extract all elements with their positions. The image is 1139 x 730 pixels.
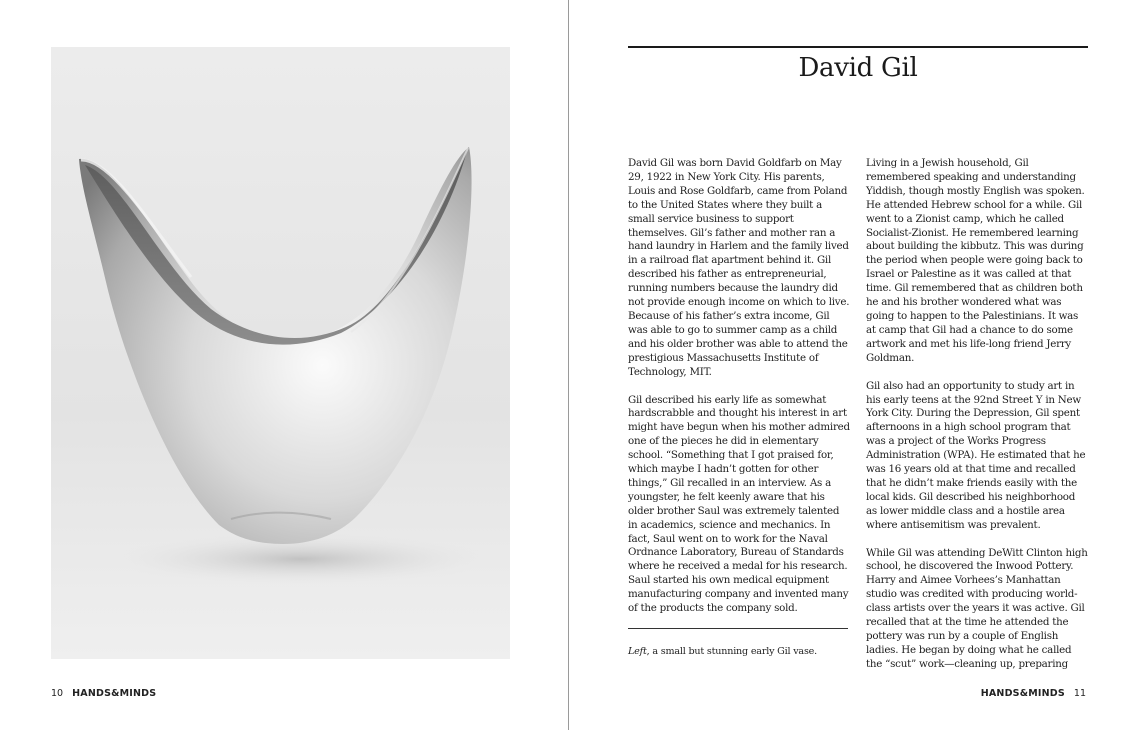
paragraph: Living in a Jewish household, Gil remembered speaking and understanding Yiddish, though mostly English was spoken. He attended Hebrew school for a while. Gil went to a Zionist camp, which he called Socialist-Zionist. He remembered learning about building the kibbutz. This was during the period when people were going back to Israel or Palestine as it was called at that time. Gil remembered that as children both he and his brother wondered what was going to happen to the Palestinians. It was at camp that Gil had a chance to do some artwork and met his life-long friend Jerry Goldman.: [866, 157, 1085, 364]
text-column-1: [628, 157, 850, 630]
magazine-name: HANDS&MINDS: [980, 688, 1065, 699]
page-number: 11: [1073, 688, 1086, 699]
page-number: 10: [51, 688, 64, 699]
text-column-2: [866, 157, 1088, 686]
caption-lead: Left: [628, 646, 647, 657]
right-page: [569, 0, 1139, 730]
paragraph: Gil described his early life as somewhat hardscrabble and thought his interest in art might have begun when his mother admired one of the pieces he did in elementary school. “Something that I got praised for, which maybe I hadn’t gotten for other things,” Gil recalled in an interview. As a youngster, he felt keenly aware that his older brother Saul was extremely talented in academics, science and mechanics. In fact, Saul went on to work for the Naval Ordnance Laboratory, Bureau of Standards where he received a medal for his research. Saul started his own medical equipment manufacturing company and invented many of the products the company sold.: [628, 393, 850, 615]
magazine-name: HANDS&MINDS: [72, 688, 157, 699]
paragraph: Gil also had an opportunity to study art in his early teens at the 92nd Street Y in New York City. During the Depression, Gil spent afternoons in a high school program that was a project of the Works Progress Administration (WPA). He estimated that he was 16 years old at that time and recalled that he didn’t make friends easily with the local kids. Gil described his neighborhood as lower middle class and a hostile area where antisemitism was prevalent.: [866, 379, 1086, 531]
paragraph: While Gil was attending DeWitt Clinton high school, he discovered the Inwood Pottery. Harry and Aimee Vorhees’s Manhattan studio was credited with producing world-class artists over the years it was active. Gil recalled that at the time he attended the pottery was run by a couple of English ladies. He began by doing what he called the “scut” work—cleaning up, preparing: [866, 546, 1088, 670]
title-rule: [628, 46, 1088, 48]
caption-text: , a small but stunning early Gil vase.: [646, 646, 817, 657]
paragraph: David Gil was born David Goldfarb on May 29, 1922 in New York City. His parents, Louis and Rose Goldfarb, came from Poland to the United States where they built a small service business to support themselves. Gil’s father and mother ran a hand laundry in Harlem and the family lived in a railroad flat apartment behind it. Gil described his father as entrepreneurial, running numbers because the laundry did not provide enough income on which to live. Because of his father’s extra income, Gil was able to go to summer camp as a child and his older brother was able to attend the prestigious Massachusetts Institute of Technology, MIT.: [628, 157, 850, 378]
caption-rule: [628, 628, 848, 629]
folio-right: [981, 688, 1086, 699]
left-page: [0, 0, 568, 730]
article-title: David Gil: [798, 53, 918, 83]
vase-photo: [51, 47, 510, 659]
folio-left: [51, 688, 156, 699]
photo-caption: [628, 645, 850, 658]
